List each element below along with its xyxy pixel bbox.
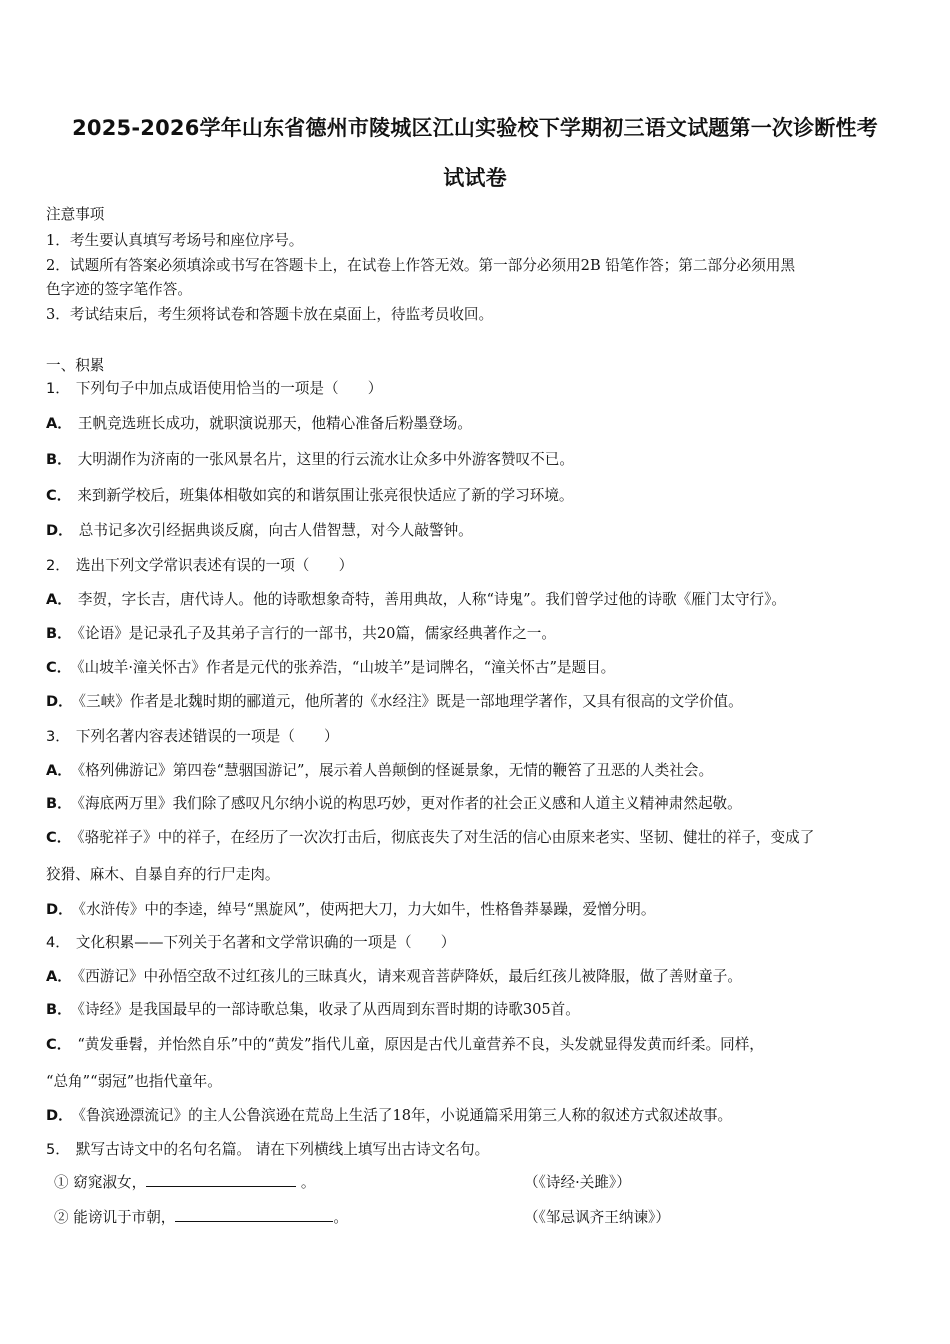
question-number: 1．: [46, 380, 70, 397]
question-3: [46, 725, 339, 746]
option-label: B．: [46, 1001, 72, 1018]
q3-option-a: [46, 759, 713, 780]
option-label: D．: [46, 522, 73, 539]
option-text: 大明湖作为济南的一张风景名片，这里的行云流水让众多中外游客赞叹不已。: [77, 451, 574, 468]
option-text: 《骆驼祥子》中的祥子，在经历了一次次打击后，彻底丧失了对生活的信心由原来老实、坚韧、健壮的祥子，变成了: [77, 829, 815, 846]
option-text: 《三峡》作者是北魏时期的郦道元，他所著的《水经注》既是一部地理学著作，又具有很高的文学价值。: [78, 693, 743, 710]
q4-option-c-cont: “总角”“弱冠”也指代童年。: [46, 1073, 222, 1090]
q4-option-a: [46, 965, 742, 986]
q1-option-b: [46, 448, 574, 469]
option-text: 《水浒传》中的李逵，绰号“黑旋风”，使两把大刀，力大如牛，性格鲁莽暴躁，爱憎分明。: [78, 901, 656, 918]
notes-heading: 注意事项: [46, 206, 105, 223]
option-text: 李贺，字长吉，唐代诗人。他的诗歌想象奇特，善用典故，人称“诗鬼”。我们曾学过他的诗歌《雁门太守行》。: [77, 591, 787, 608]
fill-source-1: （《诗经·关雎》）: [524, 1174, 631, 1191]
q2-option-b: [46, 622, 556, 643]
option-text: 总书记多次引经据典谈反腐，向古人借智慧，对今人敲警钟。: [78, 522, 473, 539]
option-text: 王帆竞选班长成功，就职演说那天，他精心准备后粉墨登场。: [77, 415, 472, 432]
fill-source-2: （《邹忌讽齐王纳谏》）: [524, 1209, 670, 1226]
fill-in-item-1: [54, 1171, 315, 1192]
option-text: 《鲁滨逊漂流记》的主人公鲁滨逊在荒岛上生活了18年，小说通篇采用第三人称的叙述方式叙述故事。: [78, 1107, 733, 1124]
option-label: C．: [46, 829, 72, 846]
option-label: D．: [46, 1107, 73, 1124]
notes-item-2-cont: 色字迹的签字笔作答。: [46, 281, 192, 298]
q2-option-c: [46, 656, 615, 677]
option-label: B．: [46, 451, 72, 468]
question-5: [46, 1138, 489, 1159]
option-label: B．: [46, 795, 72, 812]
option-text: 《论语》是记录孔子及其弟子言行的一部书，共20篇，儒家经典著作之一。: [77, 625, 556, 642]
option-label: C．: [46, 487, 72, 504]
q3-option-c: [46, 826, 814, 847]
question-4: [46, 931, 455, 952]
q1-option-c: [46, 484, 574, 505]
option-label: C．: [46, 1036, 72, 1053]
q2-option-d: [46, 690, 743, 711]
question-stem: 选出下列文学常识表述有误的一项（ ）: [75, 557, 354, 574]
question-1: [46, 377, 382, 398]
option-text: 《格列佛游记》第四卷“慧骃国游记”，展示着人兽颠倒的怪诞景象，无情的鞭笞了丑恶的人类社会。: [77, 762, 714, 779]
option-text: 来到新学校后，班集体相敬如宾的和谐氛围让张亮很快适应了新的学习环境。: [77, 487, 574, 504]
q4-option-b: [46, 998, 580, 1019]
q1-option-a: [46, 412, 472, 433]
notes-item-2: 2．试题所有答案必须填涂或书写在答题卡上，在试卷上作答无效。第一部分必须用2B 铅笔作答；第二部分必须用黑: [46, 257, 796, 274]
option-label: A．: [46, 762, 72, 779]
option-text: 《西游记》中孙悟空敌不过红孩儿的三昧真火，请来观音菩萨降妖，最后红孩儿被降服，做了善财童子。: [77, 968, 742, 985]
q1-option-d: [46, 519, 473, 540]
notes-item-1: 1．考生要认真填写考场号和座位序号。: [46, 232, 304, 249]
option-label: A．: [46, 968, 72, 985]
question-number: 4．: [46, 934, 70, 951]
q3-option-d: [46, 898, 656, 919]
option-label: C．: [46, 659, 72, 676]
answer-blank[interactable]: [175, 1207, 333, 1222]
q3-option-c-cont: 狡猾、麻木、自暴自弃的行尸走肉。: [46, 866, 280, 883]
option-label: B．: [46, 625, 72, 642]
fill-suffix: 。: [296, 1174, 316, 1191]
option-label: D．: [46, 693, 73, 710]
exam-title-line-2: 试试卷: [443, 166, 507, 190]
q2-option-a: [46, 588, 786, 609]
exam-title-line-1: 2025-2026学年山东省德州市陵城区江山实验校下学期初三语文试题第一次诊断性考: [72, 116, 878, 140]
q4-option-c: [46, 1033, 764, 1054]
fill-suffix: 。: [333, 1209, 348, 1226]
q4-option-d: [46, 1104, 732, 1125]
option-text: 《山坡羊·潼关怀古》作者是元代的张养浩，“山坡羊”是词牌名，“潼关怀古”是题目。: [77, 659, 616, 676]
question-stem: 下列句子中加点成语使用恰当的一项是（ ）: [75, 380, 383, 397]
option-text: 《诗经》是我国最早的一部诗歌总集，收录了从西周到东晋时期的诗歌305首。: [77, 1001, 580, 1018]
question-stem: 默写古诗文中的名句名篇。 请在下列横线上填写出古诗文名句。: [75, 1141, 490, 1158]
option-label: D．: [46, 901, 73, 918]
answer-blank[interactable]: [146, 1172, 296, 1187]
question-number: 2．: [46, 557, 70, 574]
question-number: 5．: [46, 1141, 70, 1158]
question-number: 3．: [46, 728, 70, 745]
section-heading: 一、积累: [46, 357, 105, 374]
question-stem: 文化积累——下列关于名著和文学常识确的一项是（ ）: [75, 934, 456, 951]
question-stem: 下列名著内容表述错误的一项是（ ）: [75, 728, 339, 745]
option-label: A．: [46, 415, 72, 432]
q3-option-b: [46, 792, 742, 813]
notes-item-3: 3．考试结束后，考生须将试卷和答题卡放在桌面上，待监考员收回。: [46, 306, 494, 323]
option-label: A．: [46, 591, 72, 608]
fill-prefix: ② 能谤讥于市朝，: [54, 1209, 176, 1226]
option-text: “黄发垂髫，并怡然自乐”中的“黄发”指代儿童，原因是古代儿童营养不良，头发就显得发黄而纤柔。同样，: [77, 1036, 764, 1053]
question-2: [46, 554, 353, 575]
fill-in-item-2: [54, 1206, 348, 1227]
fill-prefix: ① 窈窕淑女，: [54, 1174, 147, 1191]
option-text: 《海底两万里》我们除了感叹凡尔纳小说的构思巧妙，更对作者的社会正义感和人道主义精神肃然起敬。: [77, 795, 742, 812]
